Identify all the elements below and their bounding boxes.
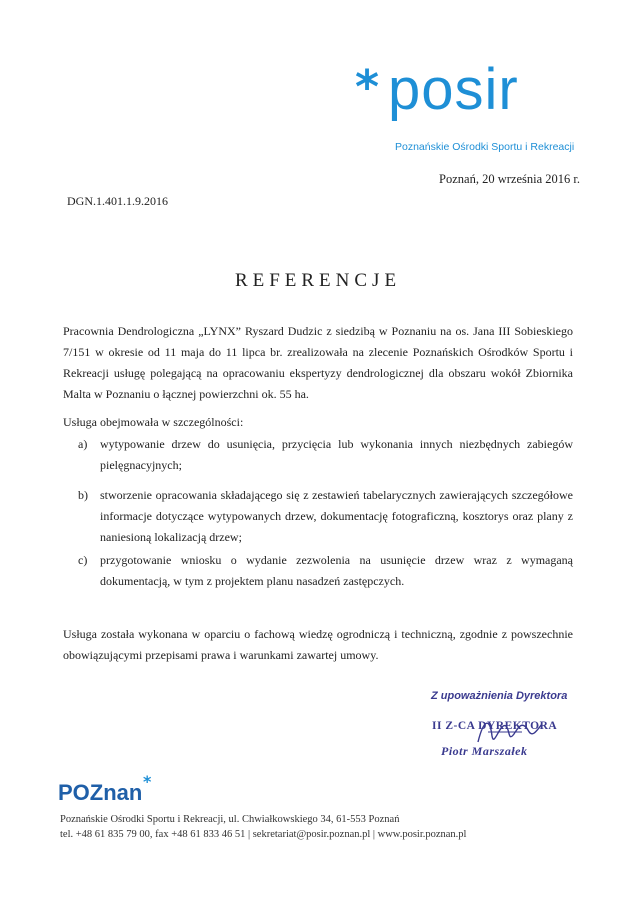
paragraph-intro: Pracownia Dendrologiczna „LYNX” Ryszard Dudzic z siedzibą w Poznaniu na os. Jana III Sobieskiego 7/151 w okresie od 11 maja do 11 lipca br. zrealizowała na zlecenie Poznańskich Ośrodków Sportu i Rekreacji usługę polegającą na opracowaniu ekspertyzy dendrologicznej dla obszaru wokół Zbiornika Malta w Poznaniu o łącznej powierzchni ok. 55 ha.	[63, 324, 573, 401]
footer-contact: tel. +48 61 835 79 00, fax +48 61 833 46 51 | sekretariat@posir.poznan.pl | www.posir.poznan.pl	[60, 829, 467, 840]
document-title: REFERENCJE	[234, 270, 402, 291]
reference-number: DGN.1.401.1.9.2016	[67, 194, 168, 208]
posir-logo: posir	[388, 57, 519, 122]
list-item	[78, 550, 573, 594]
list-item-text: stworzenie opracowania składającego się z zestawień tabelarycznych zawierających szczegółowe informacje dotyczące wytypowanych drzew, dokumentację fotograficzną, kosztorys oraz plany z naniesioną lokalizacją drzew;	[100, 488, 573, 544]
posir-logo-subtitle: Poznańskie Ośrodki Sportu i Rekreacji	[395, 141, 575, 153]
posir-logo-star: *	[355, 60, 380, 114]
list-item-label: b)	[78, 488, 88, 502]
signatory-name-stamp: Piotr Marszałek	[441, 744, 528, 758]
paragraph-scope: Usługa obejmowała w szczególności:	[63, 415, 244, 429]
list-item-label: a)	[78, 437, 88, 451]
list-item-text: wytypowanie drzew do usunięcia, przycięcia lub wykonania innych niezbędnych zabiegów pielęgnacyjnych;	[100, 437, 573, 472]
poznan-logo-star: *	[143, 772, 152, 791]
list-item	[78, 485, 573, 551]
list-item	[78, 434, 573, 478]
authorization-stamp: Z upoważnienia Dyrektora	[431, 690, 568, 702]
footer-address: Poznańskie Ośrodki Sportu i Rekreacji, ul. Chwiałkowskiego 34, 61-553 Poznań	[60, 814, 400, 825]
poznan-logo: POZnan	[58, 780, 143, 805]
list-item-label: c)	[78, 553, 88, 567]
signatory-position-stamp: II Z-CA DYREKTORA	[432, 720, 558, 732]
date-line: Poznań, 20 września 2016 r.	[439, 172, 580, 186]
paragraph-closing: Usługa została wykonana w oparciu o fachową wiedzę ogrodniczą i techniczną, zgodnie z powszechnie obowiązującymi przepisami prawa i warunkami zawartej umowy.	[63, 627, 573, 662]
list-item-text: przygotowanie wniosku o wydanie zezwolenia na usunięcie drzew wraz z wymaganą dokumentacją, w tym z projektem planu nasadzeń zastępczych.	[100, 553, 573, 588]
